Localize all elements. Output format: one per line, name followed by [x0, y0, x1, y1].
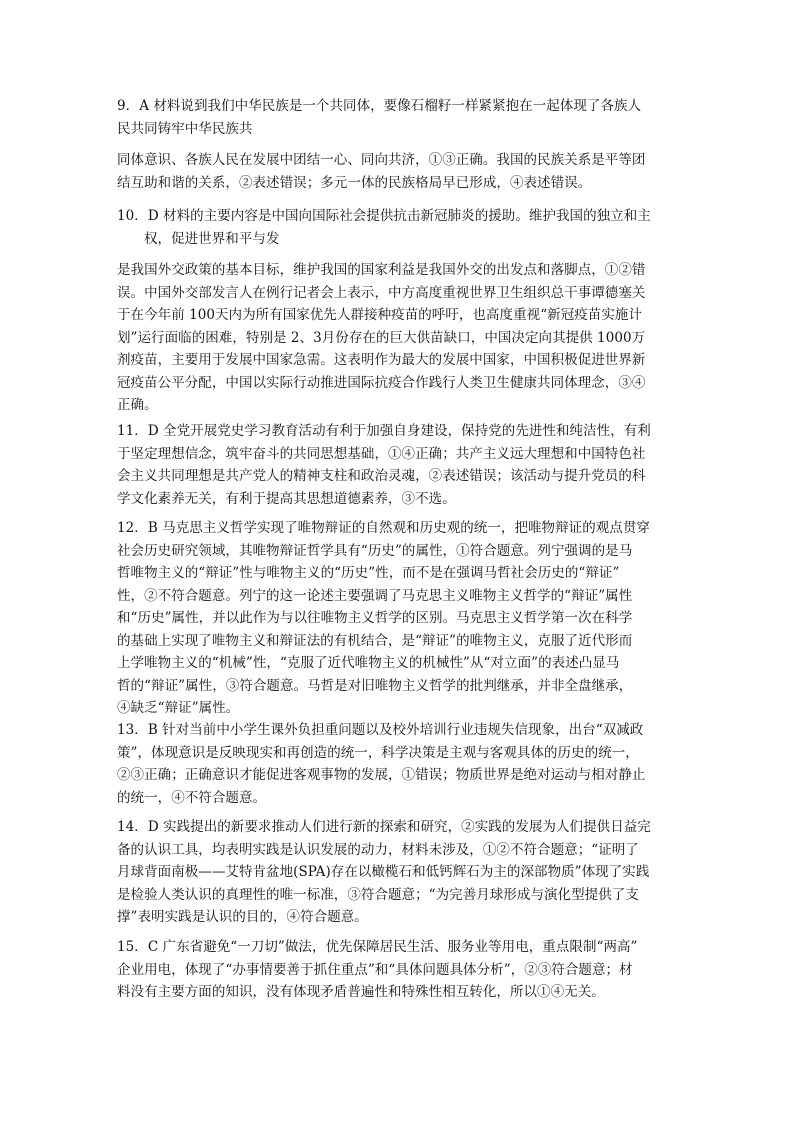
- text-line: 权，促进世界和平与发: [144, 230, 280, 247]
- text-line: 哲的“辩证”属性，③符合题意。马哲是对旧唯物主义哲学的批判继承，并非全盘继承，: [117, 677, 633, 694]
- text-line: 14．D 实践提出的新要求推动人们进行新的探索和研究，②实践的发展为人们提供日益完: [117, 819, 651, 835]
- text-line: 月球背面南极——艾特肯盆地(SPA)存在以橄榄石和低钙辉石为主的深部物质”体现了实践: [117, 864, 650, 880]
- text-line: 是我国外交政策的基本目标，维护我国的国家利益是我国外交的出发点和落脚点，①②错: [117, 262, 646, 278]
- answer-q13: [117, 719, 682, 809]
- answer-q10: [117, 205, 682, 250]
- answer-q9: [117, 95, 682, 140]
- text-line: 性，②不符合题意。列宁的这一论述主要强调了马克思主义唯物主义哲学的“辩证”属性: [117, 587, 633, 604]
- text-line: 学文化素养无关，有利于提高其思想道德素养，③不选。: [117, 490, 456, 507]
- text-line: 备的认识工具，均表明实践是认识发展的动力，材料未涉及，①②不符合题意；“证明了: [117, 841, 639, 858]
- text-line: ②③正确；正确意识才能促进客观事物的发展，①错误；物质世界是绝对运动与相对静止: [117, 767, 646, 783]
- text-line: 撑”表明实践是认识的目的，④符合题意。: [117, 909, 368, 925]
- text-line: 于在今年前 100天内为所有国家优先人群接种疫苗的呼吁，也高度重视“新冠疫苗实施计: [117, 307, 643, 323]
- text-line: 的统一，④不符合题意。: [117, 789, 267, 806]
- text-line: 12．B 马克思主义哲学实现了唯物辩证的自然观和历史观的统一，把唯物辩证的观点贯穿: [117, 520, 650, 536]
- text-line: 料没有主要方面的知识，没有体现矛盾普遍性和特殊性相互转化，所以①④无关。: [117, 984, 605, 1000]
- text-line: 民共同铸牢中华民族共: [117, 120, 253, 137]
- answer-q15: [117, 936, 682, 1004]
- text-line: 10．D 材料的主要内容是中国向国际社会提供抗击新冠肺炎的援助。维护我国的独立和主: [117, 208, 651, 224]
- text-line: 企业用电，体现了“办事情要善于抓住重点”和“具体问题具体分析”，②③符合题意；材: [117, 961, 633, 978]
- text-line: ④缺乏“辩证”属性。: [117, 700, 240, 716]
- text-line: 9．A 材料说到我们中华民族是一个共同体，要像石榴籽一样紧紧抱在一起体现了各族人: [117, 98, 642, 114]
- text-line: 划”运行面临的困难，特别是 2、3月份存在的巨大供苗缺口，中国决定向其提供 1000万: [117, 329, 646, 346]
- text-line: 11．D 全党开展党史学习教育活动有利于加强自身建设，保持党的先进性和纯洁性，有利: [117, 423, 651, 439]
- text-line: 结互助和谐的关系，②表述错误；多元一体的民族格局早已形成，④表述错误。: [117, 174, 592, 191]
- text-line: 策”，体现意识是反映现实和再创造的统一，科学决策是主观与客观具体的历史的统一，: [117, 744, 639, 761]
- text-line: 社会历史研究领域，其唯物辩证哲学具有“历史”的属性，①符合题意。列宁强调的是马: [117, 542, 633, 559]
- answer-q11: [117, 420, 682, 510]
- text-line: 会主义共同理想是共产党人的精神支柱和政治灵魂，②表述错误；该活动与提升党员的科: [117, 468, 646, 484]
- text-line: 15．C 广东省避免“一刀切”做法，优先保障居民生活、服务业等用电，重点限制“两高”: [117, 939, 638, 955]
- text-line: 同体意识、各族人民在发展中团结一心、同向共济，①③正确。我国的民族关系是平等团: [117, 152, 646, 168]
- text-line: 剂疫苗，主要用于发展中国家急需。这表明作为最大的发展中国家，中国积极促进世界新: [117, 352, 646, 368]
- text-line: 13．B 针对当前中小学生课外负担重问题以及校外培训行业违规失信现象，出台“双减政: [117, 722, 644, 738]
- text-line: 于坚定理想信念，筑牢奋斗的共同思想基础，①④正确；共产主义远大理想和中国特色社: [117, 445, 646, 462]
- answer-q14: [117, 816, 682, 929]
- text-line: 冠疫苗公平分配，中国以实际行动推进国际抗疫合作践行人类卫生健康共同体理念，③④: [117, 374, 646, 391]
- text-line: 和“历史”属性，并以此作为与以往唯物主义哲学的区别。马克思主义哲学第一次在科学: [117, 610, 633, 626]
- text-line: 是检验人类认识的真理性的唯一标准，③符合题意；“为完善月球形成与演化型提供了支: [117, 886, 639, 903]
- text-line: 哲唯物主义的“辩证”性与唯物主义的“历史”性，而不是在强调马哲社会历史的“辩证”: [117, 565, 620, 581]
- answer-q10-continued: [117, 259, 682, 417]
- answer-q9-continued: [117, 149, 682, 194]
- text-line: 误。中国外交部发言人在例行记者会上表示，中方高度重视世界卫生组织总干事谭德塞关: [117, 284, 646, 301]
- text-line: 的基础上实现了唯物主义和辩证法的有机结合，是“辩证”的唯物主义，克服了近代形而: [117, 632, 633, 649]
- answer-q12: [117, 517, 682, 720]
- text-line: 正确。: [117, 397, 158, 413]
- text-line: 上学唯物主义的“机械”性，“克服了近代唯物主义的机械性”从“对立面”的表述凸显马: [117, 655, 620, 671]
